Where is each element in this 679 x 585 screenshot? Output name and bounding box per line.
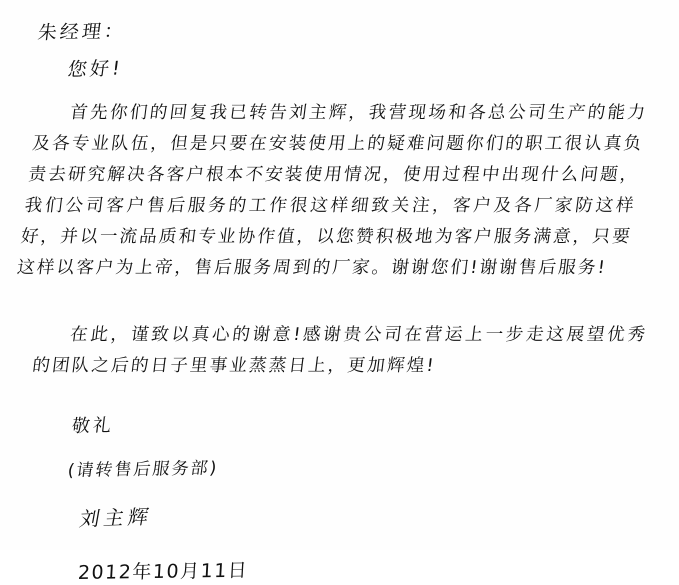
date-line [38, 532, 649, 585]
body-paragraph-2 [31, 320, 649, 382]
note-line [38, 438, 649, 481]
closing-line [38, 398, 649, 438]
date-text: 2012年10月11日 [77, 559, 249, 584]
note-text: (请转售后服务部) [66, 458, 220, 481]
greeting-text: 您好! [66, 57, 125, 81]
salutation-line [38, 18, 649, 49]
paragraph-text: 在此，谨致以真心的谢意!感谢贵公司在营运上一步走这展望优秀的团队之后的日子里事业蒸蒸日上，更加辉煌! [31, 325, 649, 376]
closing-text: 敬礼 [70, 414, 116, 437]
paragraph-text: 首先你们的回复我已转告刘主辉，我营现场和各总公司生产的能力及各专业队伍，但是只要在安装使用上的疑难问题你们的职工很认真负责去研究解决各客户根本不安装使用情况，使用过程中出现什么问题，我们公司客户售后服务的工作很这样细致关注，客户及各厂家防这样好，并以一流品质和专业协作值，以您赞积极地为客户服务满意，只要这样以客户为上帝，售后服务周到的厂家。谢谢您们!谢谢售后服务! [15, 103, 649, 278]
greeting-line [38, 49, 649, 88]
signature-text: 刘主辉 [77, 504, 155, 531]
spacer [38, 88, 649, 98]
signature-line [38, 481, 649, 532]
body-paragraph-1 [15, 98, 649, 284]
spacer [38, 300, 649, 320]
salutation-text: 朱经理： [36, 20, 128, 44]
